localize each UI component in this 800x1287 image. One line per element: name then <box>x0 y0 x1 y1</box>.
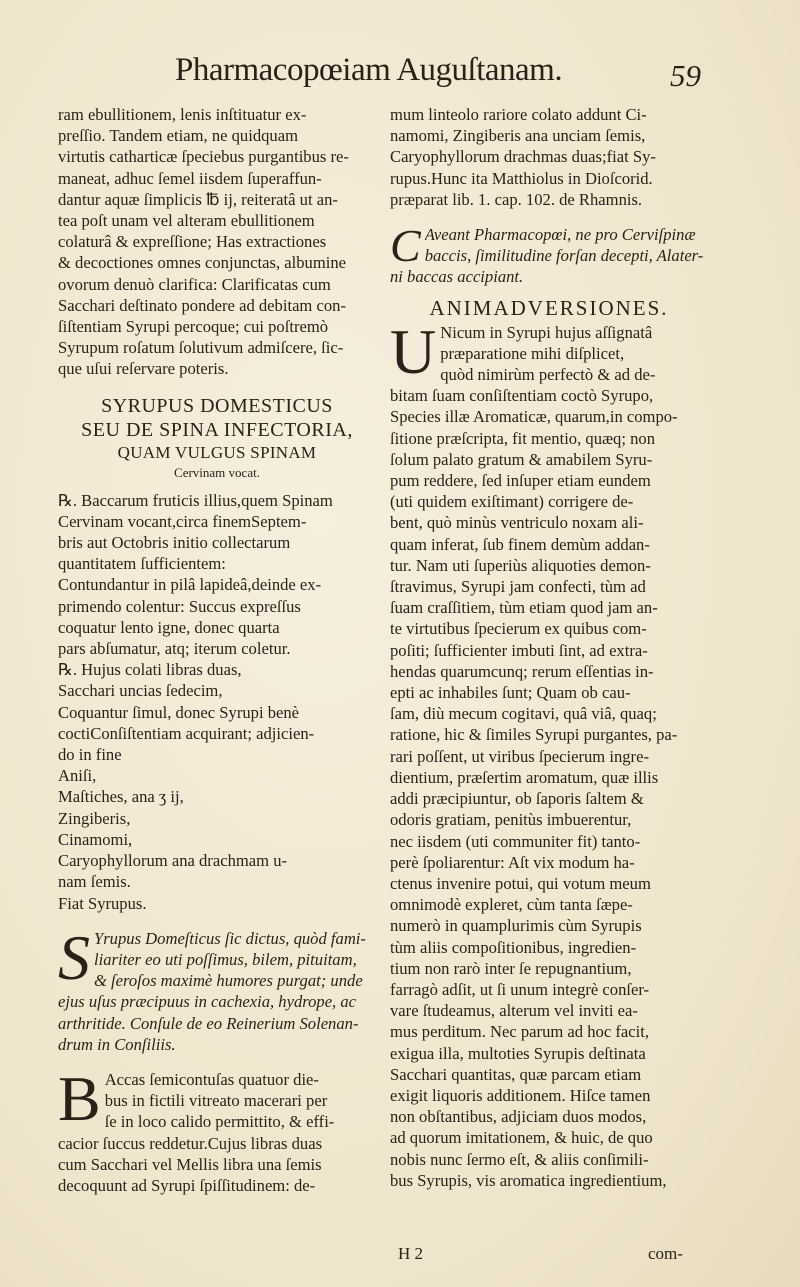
text-line: bitam ſuam conſiſtentiam coctò Syrupo, <box>390 386 654 406</box>
text-line: ℞. Hujus colati libras duas, <box>58 660 242 680</box>
animadversiones-body <box>390 315 708 1191</box>
text-line: & ſeroſos maximè humores purgat; unde <box>94 971 363 991</box>
recipe-heading-line-3: QUAM VULGUS SPINAM <box>117 442 317 462</box>
text-line: Fiat Syrupus. <box>58 893 147 913</box>
text-line: Sacchari uncias ſedecim, <box>58 681 223 701</box>
text-line: Caryophyllorum drachmas duas;fiat Sy- <box>390 147 656 167</box>
text-line: Cinamomi, <box>58 829 133 849</box>
text-line: nobis nunc ſermo eſt, & aliis conſimili- <box>390 1149 649 1169</box>
text-line: epti ac inhabiles ſunt; Quam ob cau- <box>390 683 631 703</box>
text-line: ſam, diù mecum cogitavi, quâ viâ, quaq; <box>390 704 657 724</box>
text-line: cum Sacchari vel Mellis libra una ſemis <box>58 1154 322 1174</box>
text-line: te virtutibus ſpecierum ex quibus com- <box>390 619 647 639</box>
text-line: drum in Conſiliis. <box>58 1034 176 1054</box>
page-header <box>0 52 800 96</box>
text-line: ovorum denuò clarifica: Clarificatas cum <box>58 274 331 294</box>
text-line: exigit liquoris additionem. Hiſce tamen <box>390 1085 651 1105</box>
recipe-body <box>58 490 376 914</box>
text-line: ratione, hic & ſimiles Syrupi purgantes, pa- <box>390 725 678 745</box>
text-line: Coquantur ſimul, donec Syrupi benè <box>58 702 300 722</box>
text-line: præparatione mihi diſplicet, <box>440 343 625 363</box>
text-line: coquatur lento igne, donec quarta <box>58 617 280 637</box>
text-line: namomi, Zingiberis ana unciam ſemis, <box>390 126 646 146</box>
page-number: 59 <box>670 58 701 93</box>
text-line: ſitione præſcripta, fit mentio, quæq; non <box>390 428 656 448</box>
text-line: Yrupus Domeſticus ſic dictus, quòd fami- <box>94 928 366 948</box>
text-line: ejus uſus præcipuus in cachexia, hydrope, ac <box>58 992 357 1012</box>
text-line: decoquunt ad Syrupi ſpiſſitudinem: de- <box>58 1175 316 1195</box>
text-line: Syrupum roſatum ſolutivum admiſcere, ſic- <box>58 338 344 358</box>
text-line: tea poſt unam vel alteram ebullitionem <box>58 211 315 231</box>
text-line: pum reddere, ſed inſuper etiam eundem <box>390 471 651 491</box>
text-line: Contundantur in pilâ lapideâ,deinde ex- <box>58 575 322 595</box>
text-line: Sacchari quantitas, quæ parcam etiam <box>390 1064 642 1084</box>
text-line: rupus.Hunc ita Matthiolus in Dioſcorid. <box>390 168 653 188</box>
text-line: preſſio. Tandem etiam, ne quidquam <box>58 126 299 146</box>
right-paragraph-1 <box>390 104 708 210</box>
text-line: quòd nimirùm perfectò & ad de- <box>440 365 656 385</box>
text-line: ni baccas accipiant. <box>390 267 524 287</box>
text-line: colaturâ & expreſſione; Has extractiones <box>58 232 327 252</box>
text-line: Caryophyllorum ana drachmam u- <box>58 851 288 871</box>
text-line: ram ebullitionem, lenis inſtituatur ex- <box>58 105 307 124</box>
text-line: numerò in quamplurimis cùm Syrupis <box>390 916 642 936</box>
animadversiones-heading: ANIMADVERSIONES. <box>429 295 669 320</box>
text-line: vare ſtudeamus, alterum vel inviti ea- <box>390 1001 638 1021</box>
text-line: dantur aquæ ſimplicis ℔ ij, reiteratâ ut an- <box>58 189 338 209</box>
commentary-note <box>58 921 376 1055</box>
text-line: tur. Nam uti ſuperiùs aliquoties demon- <box>390 555 651 575</box>
running-head: Pharmacopœiam Auguſtanam. <box>175 52 563 88</box>
text-line: maneat, adhuc ſemel iisdem ſuperaffun- <box>58 168 322 188</box>
text-line: addi præcipiuntur, ob ſaporis ſaltem & <box>390 789 644 809</box>
text-line: nam ſemis. <box>58 872 131 892</box>
text-line: ſolum palato gratum & amabilem Syru- <box>390 449 653 469</box>
text-line: exigua illa, multoties Syrupis deſtinata <box>390 1043 646 1063</box>
text-line: ſtravimus, Syrupi jam confecti, tùm ad <box>390 577 646 597</box>
recipe-heading-line-2: SEU DE SPINA INFECTORIA, <box>81 418 353 441</box>
left-paragraph-2 <box>58 1062 376 1196</box>
text-line: poſiti; ſufficienter imbuti ſint, ad extra- <box>390 640 648 660</box>
text-line: ſuam craſſitiem, tùm etiam quod jam an- <box>390 598 658 618</box>
text-line: pars abſumatur, atq; iterum coletur. <box>58 639 291 659</box>
text-line: Aveant Pharmacopœi, ne pro Cerviſpinæ <box>424 225 696 245</box>
right-column <box>390 104 708 1191</box>
text-line: bent, quò minùs ventriculo noxam ali- <box>390 513 644 533</box>
text-line: hendas quarumcunq; rerum eſſentias in- <box>390 661 654 681</box>
text-line: mum linteolo rariore colato addunt Ci- <box>390 105 647 124</box>
text-line: Species illæ Aromaticæ, quarum,in compo- <box>390 407 678 427</box>
text-line: do in fine <box>58 745 122 765</box>
catchword: com- <box>648 1244 683 1263</box>
signature-mark: H 2 <box>398 1244 424 1263</box>
text-line: dientium, præſertim aromatum, quæ illis <box>390 767 659 787</box>
text-line: omnimodè expleret, cùm tanta ſæpe- <box>390 895 633 915</box>
text-line: cacior ſuccus reddetur.Cujus libras duas <box>58 1133 323 1153</box>
text-line: Sacchari deſtinato pondere ad debitam con- <box>58 295 346 315</box>
text-line: (uti quidem exiſtimant) corrigere de- <box>390 492 634 512</box>
text-line: Nicum in Syrupi hujus aſſignatâ <box>440 322 653 342</box>
text-line: bus Syrupis, vis aromatica ingredientium, <box>390 1170 667 1190</box>
drop-cap-s: S <box>58 921 90 993</box>
text-line: ctenus invenire potui, qui votum meum <box>390 873 651 893</box>
drop-cap-c: C <box>390 220 421 272</box>
text-line: mus perditum. Nec parum ad hoc facit, <box>390 1022 649 1042</box>
text-line: ſiſtentiam Syrupi percoque; cui poſtremò <box>58 317 329 337</box>
text-line: ſe in loco calido permittito, & effi- <box>104 1112 335 1132</box>
text-line: que uſui reſervare poteris. <box>58 359 229 379</box>
text-line: quantitatem ſufficientem: <box>58 554 226 574</box>
text-line: nec iisdem (uti communiter fit) tanto- <box>390 831 641 851</box>
text-line: Zingiberis, <box>58 808 131 828</box>
text-line: perè ſpoliarentur: Aſt vix modum ha- <box>390 852 635 872</box>
recipe-heading-line-4: Cervinam vocat. <box>174 464 260 480</box>
text-line: ad quorum imitationem, & huic, de quo <box>390 1128 653 1148</box>
drop-cap-b: B <box>58 1062 101 1134</box>
left-column <box>58 104 376 1196</box>
text-line: bus in fictili vitreato macerari per <box>104 1091 328 1111</box>
text-line: arthritide. Conſule de eo Reinerium Solenan- <box>58 1013 359 1033</box>
text-line: virtutis catharticæ ſpeciebus purgantibus re- <box>58 147 349 167</box>
text-line: præparat lib. 1. cap. 102. de Rhamnis. <box>390 189 643 209</box>
recipe-heading-line-1: SYRUPUS DOMESTICUS <box>101 394 333 417</box>
text-line: & decoctiones omnes conjunctas, albumine <box>58 253 347 273</box>
text-line: primendo colentur: Succus expreſſus <box>58 596 301 616</box>
text-line: ℞. Baccarum fruticis illius,quem Spinam <box>58 490 333 510</box>
text-line: tium non rarò inter ſe repugnantium, <box>390 958 632 978</box>
text-line: Maſtiches, ana ʒ ij, <box>58 787 184 807</box>
text-line: coctiConſiſtentiam acquirant; adjicien- <box>58 723 315 743</box>
text-line: quam inferat, ſub finem demùm addan- <box>390 534 650 554</box>
text-line: liariter eo uti poſſimus, bilem, pituitam, <box>94 949 357 969</box>
text-line: Cervinam vocant,circa finemSeptem- <box>58 511 307 531</box>
left-paragraph-1 <box>58 104 376 380</box>
text-line: non obſtantibus, adjiciam duos modos, <box>390 1107 647 1127</box>
text-line: rari poſſent, ut viribus ſpecierum ingre- <box>390 746 649 766</box>
text-line: Accas ſemicontuſas quatuor die- <box>104 1069 319 1089</box>
text-line: bris aut Octobris initio collectarum <box>58 533 291 553</box>
warning-note <box>390 220 708 288</box>
text-line: Aniſi, <box>58 766 97 786</box>
text-line: baccis, ſimilitudine forſan decepti, Alater- <box>424 246 704 266</box>
text-line: tùm aliis compoſitionibus, ingredien- <box>390 937 637 957</box>
text-line: farragò adſit, ut ſi unum integrè conſer- <box>390 979 650 999</box>
text-line: odoris gratiam, penitùs imbuerentur, <box>390 810 632 830</box>
drop-cap-u: U <box>390 315 437 387</box>
